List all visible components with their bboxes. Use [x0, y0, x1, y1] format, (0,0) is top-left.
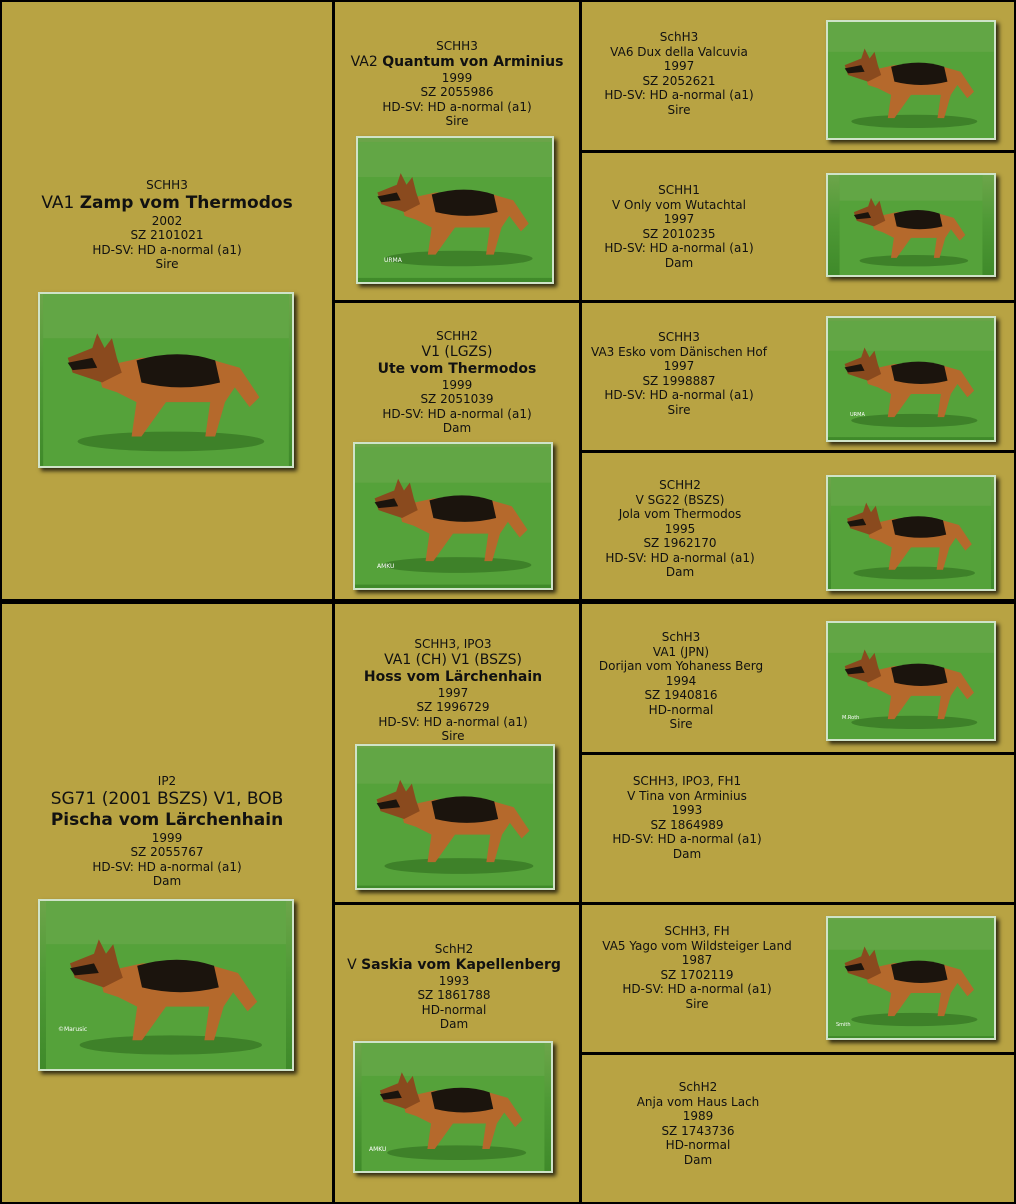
- dux-photo: [826, 20, 996, 140]
- pischa-hd: HD-SV: HD a-normal (a1): [92, 859, 242, 874]
- dux-role: Sire: [667, 102, 691, 117]
- dorijan-name: Dorijan vom Yohaness Berg: [598, 659, 764, 673]
- quantum-role: Sire: [445, 114, 469, 128]
- pedigree-cell-tina: [582, 755, 1014, 902]
- hoss-photo: [355, 744, 555, 890]
- pischa-photo-mark: ©Marusic: [58, 1026, 88, 1033]
- pischa-title: IP2: [157, 774, 177, 788]
- esko-name: VA3 Esko vom Dänischen Hof: [591, 344, 767, 359]
- anja-hd: HD-normal: [665, 1138, 731, 1152]
- dux-title: SchH3: [659, 30, 699, 44]
- dux-sz: SZ 2052621: [642, 73, 716, 88]
- hoss-hd: HD-SV: HD a-normal (a1): [378, 714, 528, 729]
- dorijan-photo: [826, 621, 996, 741]
- esko-title: SCHH3: [658, 330, 700, 344]
- anja-role: Dam: [683, 1152, 713, 1167]
- saskia-photo-mark: AMKU: [369, 1146, 387, 1153]
- jola-photo: [826, 475, 996, 591]
- tina-year: 1993: [671, 803, 703, 817]
- dog-photo-icon: [828, 918, 994, 1038]
- saskia-photo: [353, 1041, 553, 1173]
- zamp-prefix: VA1: [41, 192, 75, 213]
- quantum-name: Quantum von Arminius: [382, 53, 564, 70]
- tina-sz: SZ 1864989: [650, 817, 724, 832]
- only-name: V Only vom Wutachtal: [612, 197, 746, 212]
- quantum-year: 1999: [441, 70, 473, 85]
- pedigree-cell-quantum: [335, 2, 579, 300]
- pedigree-cell-only: [582, 153, 1014, 300]
- quantum-prefix: VA2: [350, 53, 378, 70]
- tina-role: Dam: [672, 846, 702, 861]
- only-sz: SZ 2010235: [642, 226, 716, 241]
- esko-photo: [826, 316, 996, 442]
- esko-hd: HD-SV: HD a-normal (a1): [604, 388, 754, 402]
- hoss-title: SCHH3, IPO3: [414, 637, 492, 651]
- quantum-photo-mark: URMA: [384, 257, 402, 264]
- dog-photo-icon: [357, 746, 553, 888]
- pedigree-cell-anja: [582, 1055, 1014, 1202]
- yago-name: VA5 Yago vom Wildsteiger Land: [602, 938, 792, 953]
- esko-year: 1997: [663, 359, 695, 373]
- yago-title: SCHH3, FH: [664, 924, 730, 938]
- zamp-hd: HD-SV: HD a-normal (a1): [92, 242, 242, 257]
- zamp-role: Sire: [155, 257, 179, 271]
- pischa-photo: [38, 899, 294, 1071]
- ute-title: SCHH2: [436, 329, 478, 343]
- dorijan-sz: SZ 1940816: [644, 688, 718, 702]
- quantum-sz: SZ 2055986: [420, 85, 494, 99]
- pischa-role: Dam: [152, 874, 182, 888]
- dux-year: 1997: [663, 59, 695, 73]
- tina-title: SCHH3, IPO3, FH1: [632, 774, 742, 788]
- jola-title: SCHH2: [659, 478, 701, 492]
- yago-role: Sire: [685, 996, 709, 1011]
- dorijan-year: 1994: [665, 673, 697, 688]
- jola-hd: HD-SV: HD a-normal (a1): [605, 550, 755, 565]
- dorijan-photo-mark: M.Roth: [842, 715, 860, 721]
- dux-hd: HD-SV: HD a-normal (a1): [604, 88, 754, 102]
- hoss-name: Hoss vom Lärchenhain: [363, 668, 543, 685]
- dux-name: VA6 Dux della Valcuvia: [610, 44, 748, 59]
- saskia-name: Saskia vom Kapellenberg: [361, 956, 561, 973]
- dorijan-title: SchH3: [661, 630, 701, 644]
- only-year: 1997: [663, 212, 695, 226]
- ute-year: 1999: [441, 377, 473, 392]
- zamp-photo: [38, 292, 294, 468]
- pedigree-cell-pischa: [2, 604, 332, 1202]
- ute-photo-mark: AMKU: [377, 563, 395, 570]
- saskia-sz: SZ 1861788: [417, 988, 491, 1002]
- dog-photo-icon: [40, 294, 292, 466]
- hoss-role: Sire: [441, 729, 465, 743]
- pedigree-cell-esko: [582, 303, 1014, 450]
- zamp-name: Zamp vom Thermodos: [79, 192, 293, 213]
- dog-photo-icon: [40, 901, 292, 1069]
- tina-name: V Tina von Arminius: [627, 788, 747, 803]
- jola-line1: V SG22 (BSZS): [635, 492, 725, 507]
- anja-title: SchH2: [678, 1080, 718, 1094]
- anja-name: Anja vom Haus Lach: [636, 1094, 760, 1109]
- pischa-year: 1999: [151, 830, 183, 845]
- pedigree-cell-dorijan: [582, 604, 1014, 752]
- hoss-year: 1997: [437, 685, 469, 700]
- only-role: Dam: [664, 255, 694, 270]
- dog-photo-icon: [828, 623, 994, 739]
- yago-sz: SZ 1702119: [660, 967, 734, 982]
- pischa-name: Pischa vom Lärchenhain: [50, 809, 284, 830]
- dog-photo-icon: [828, 175, 994, 275]
- only-hd: HD-SV: HD a-normal (a1): [604, 241, 754, 255]
- anja-sz: SZ 1743736: [661, 1123, 735, 1138]
- zamp-title: SCHH3: [146, 178, 188, 192]
- quantum-title: SCHH3: [436, 39, 478, 53]
- ute-photo: [353, 442, 553, 590]
- yago-photo-mark: Smith: [836, 1022, 851, 1028]
- only-title: SCHH1: [658, 183, 700, 197]
- jola-year: 1995: [664, 521, 696, 536]
- esko-sz: SZ 1998887: [642, 373, 716, 388]
- hoss-sz: SZ 1996729: [416, 700, 490, 714]
- pedigree-cell-dux: [582, 2, 1014, 150]
- yago-year: 1987: [681, 953, 713, 967]
- ute-role: Dam: [442, 421, 472, 435]
- ute-name: Ute vom Thermodos: [377, 360, 537, 377]
- pischa-line1: SG71 (2001 BSZS) V1, BOB: [50, 788, 284, 809]
- pedigree-cell-saskia: [335, 905, 579, 1202]
- saskia-year: 1993: [438, 973, 470, 988]
- jola-sz: SZ 1962170: [643, 536, 717, 550]
- quantum-photo: [356, 136, 554, 284]
- yago-hd: HD-SV: HD a-normal (a1): [622, 982, 772, 996]
- zamp-year: 2002: [151, 213, 183, 228]
- esko-role: Sire: [667, 402, 691, 417]
- pedigree-cell-zamp: [2, 2, 332, 599]
- dorijan-hd: HD-normal: [648, 702, 714, 717]
- dorijan-role: Sire: [669, 717, 693, 731]
- anja-year: 1989: [682, 1109, 714, 1123]
- only-photo: [826, 173, 996, 277]
- tina-hd: HD-SV: HD a-normal (a1): [612, 832, 762, 846]
- pedigree-cell-yago: [582, 905, 1014, 1052]
- esko-photo-mark: URMA: [850, 412, 865, 418]
- saskia-title: SchH2: [434, 942, 474, 956]
- jola-role: Dam: [665, 565, 695, 579]
- dog-photo-icon: [828, 318, 994, 440]
- quantum-hd: HD-SV: HD a-normal (a1): [382, 99, 532, 114]
- jola-name: Jola vom Thermodos: [618, 507, 742, 521]
- zamp-sz: SZ 2101021: [130, 228, 204, 242]
- ute-line1: V1 (LGZS): [421, 343, 493, 360]
- dog-photo-icon: [828, 22, 994, 138]
- saskia-prefix: V: [347, 956, 357, 973]
- pedigree-cell-hoss: [335, 604, 579, 902]
- yago-photo: [826, 916, 996, 1040]
- hoss-line1: VA1 (CH) V1 (BSZS): [384, 651, 522, 668]
- saskia-hd: HD-normal: [421, 1002, 487, 1017]
- pedigree-cell-ute: [335, 303, 579, 599]
- dog-photo-icon: [828, 477, 994, 589]
- ute-sz: SZ 2051039: [420, 392, 494, 406]
- pischa-sz: SZ 2055767: [130, 845, 204, 859]
- ute-hd: HD-SV: HD a-normal (a1): [382, 406, 532, 421]
- saskia-role: Dam: [439, 1017, 469, 1031]
- pedigree-cell-jola: [582, 453, 1014, 599]
- dorijan-line1: VA1 (JPN): [652, 644, 710, 659]
